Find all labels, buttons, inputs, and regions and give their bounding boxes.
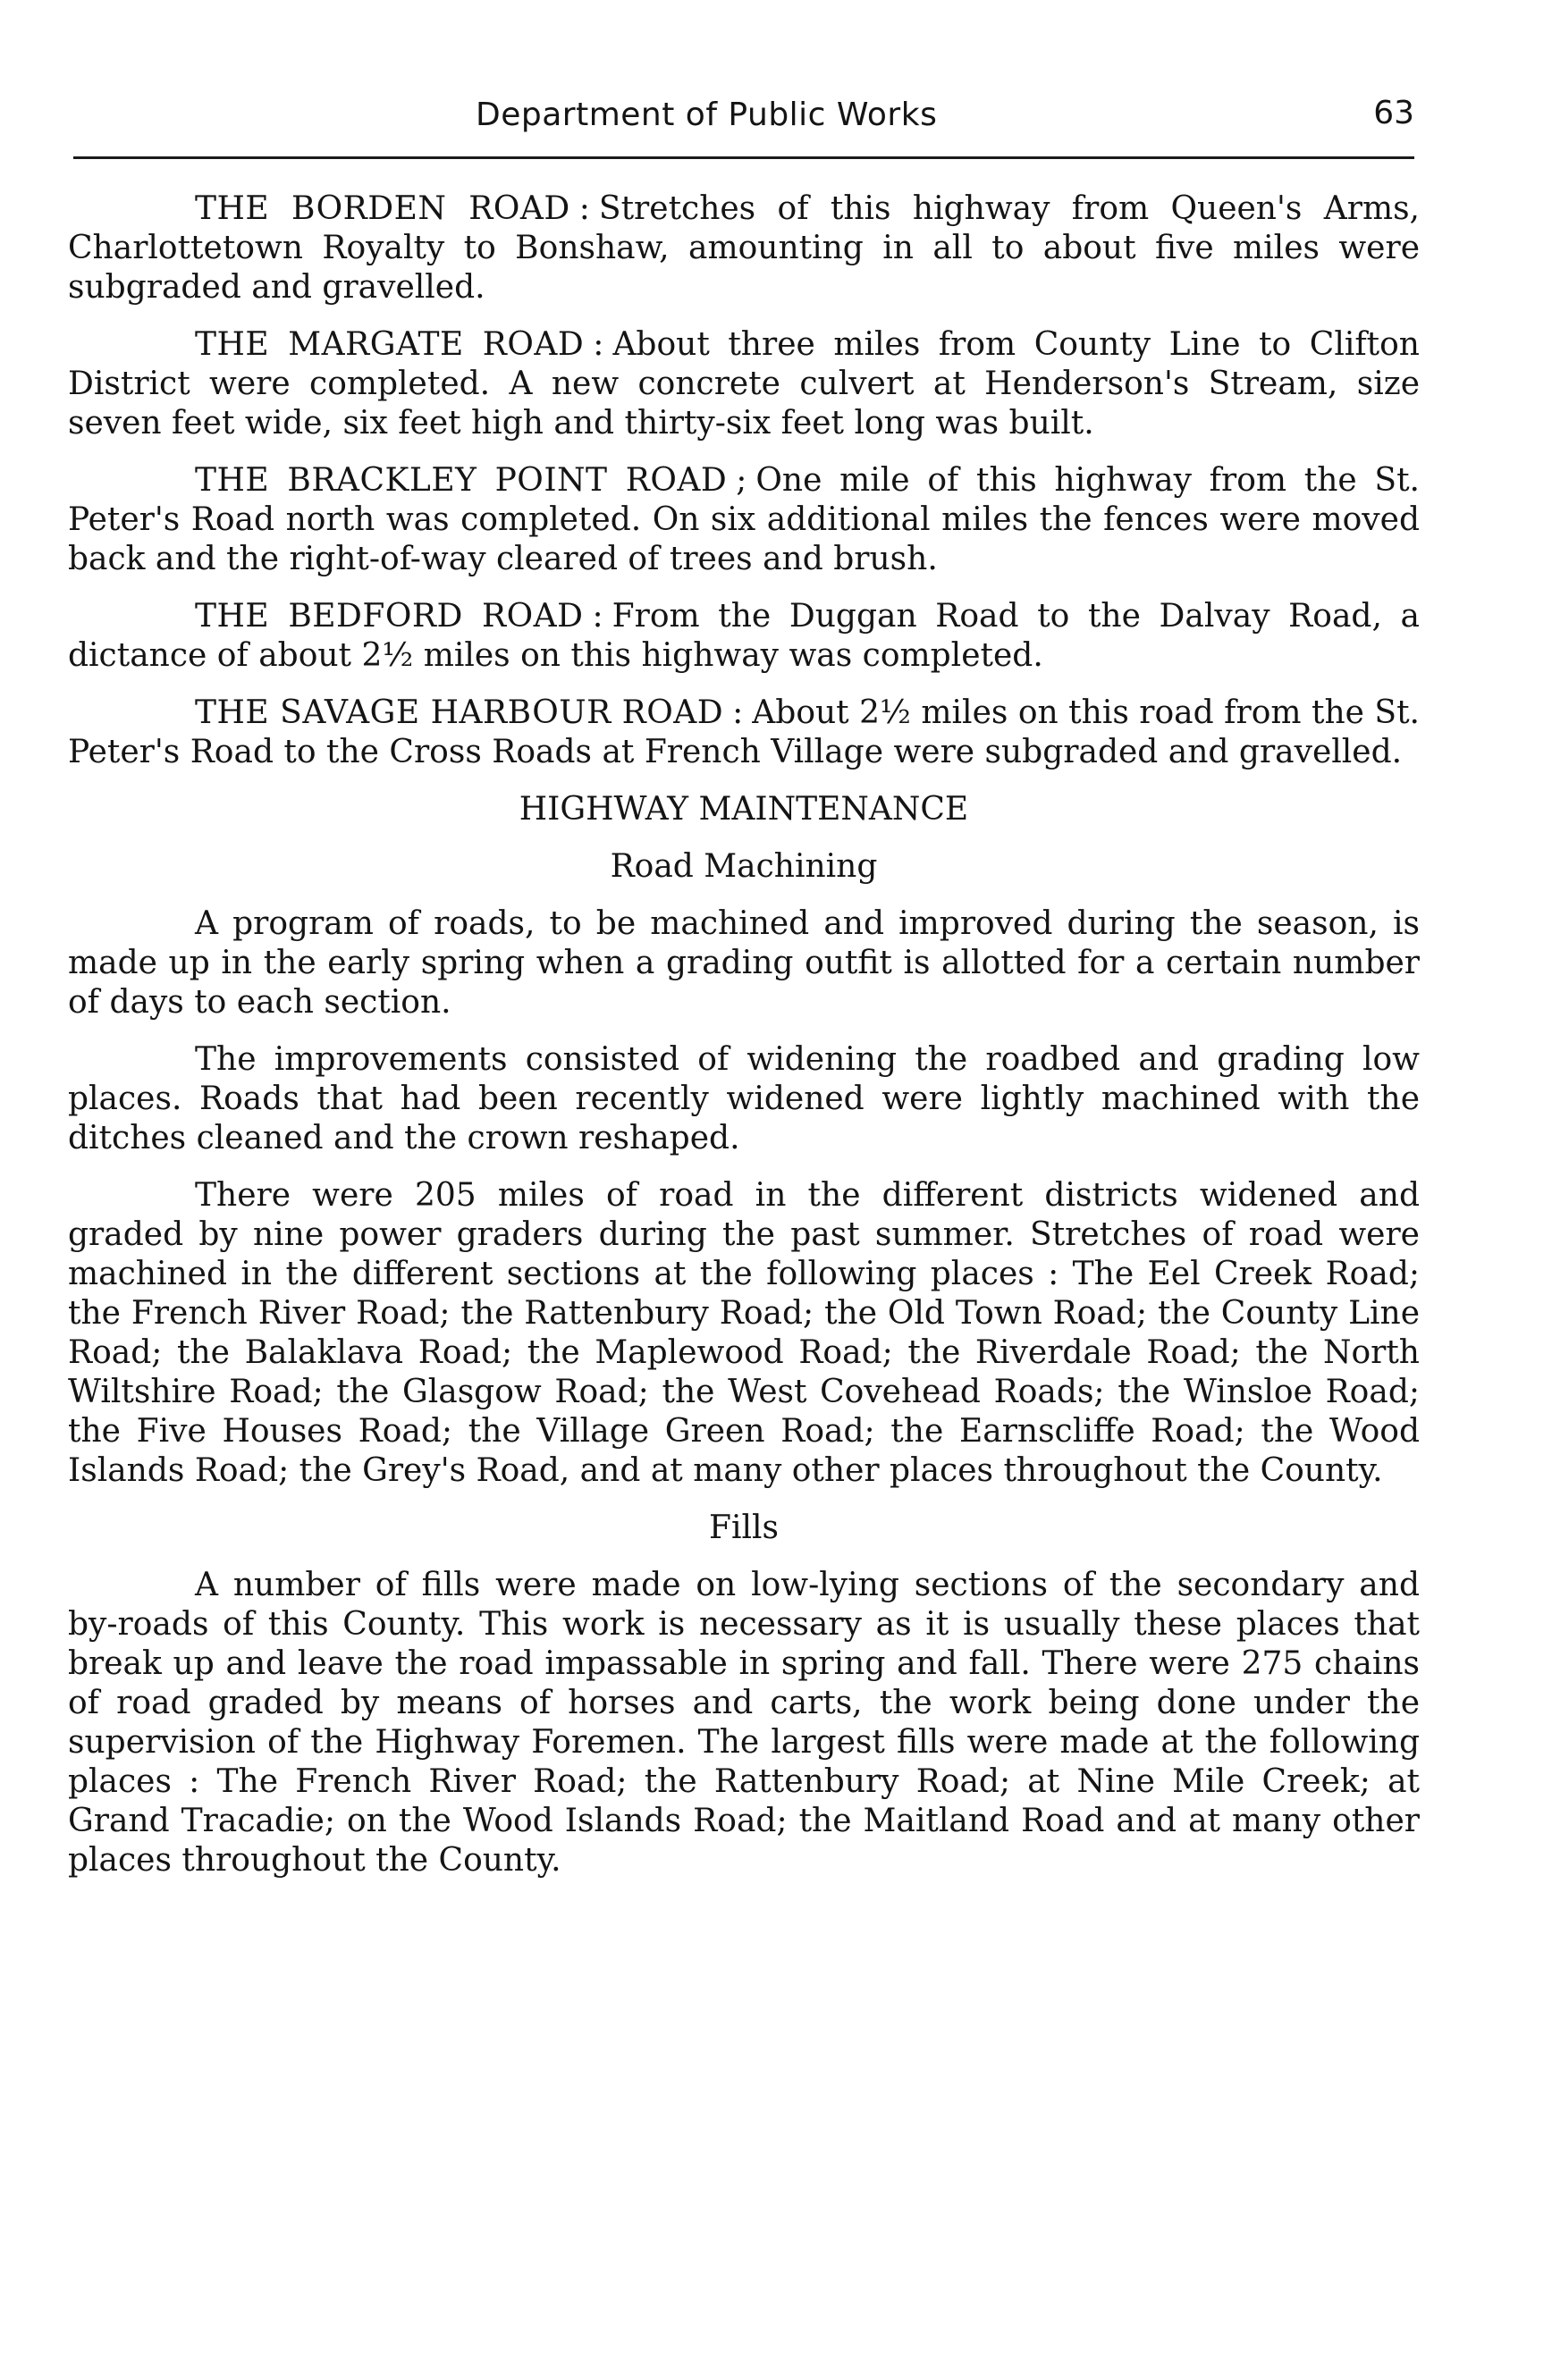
subheading-fills: Fills [709, 1510, 779, 1546]
road-description: About three miles from County Line to Clifton District were completed. A new concrete culvert at Henderson's Stream, size seven feet wide, six feet high and thirty-six feet long was built. [68, 326, 1420, 442]
subheading-road-machining: Road Machining [610, 848, 878, 885]
road-description: Stretches of this highway from Queen's Arms, Charlottetown Royalty to Bonshaw, amounting in all to about five miles were subgraded and gravelled. [68, 190, 1420, 306]
machining-paragraph-program: A program of roads, to be machined and improved during the season, is made up in the early spring when a grading outfit is allotted for a certain number of days to each section. [68, 905, 1420, 1021]
page-body [68, 189, 1420, 1898]
road-description: About 2½ miles on this road from the St. Peter's Road to the Cross Roads at French Village were subgraded and gravelled. [68, 694, 1420, 770]
road-name: THE MARGATE ROAD [195, 326, 585, 363]
road-paragraph-brackley-point [68, 461, 1420, 579]
road-paragraph-borden [68, 189, 1420, 307]
road-paragraph-bedford [68, 597, 1420, 676]
road-name: THE BRACKLEY POINT ROAD [195, 462, 728, 499]
road-paragraph-margate [68, 325, 1420, 443]
road-paragraph-savage-harbour [68, 694, 1420, 772]
road-separator: : [578, 190, 590, 227]
header-rule [73, 156, 1414, 159]
road-name: THE BEDFORD ROAD [195, 598, 584, 635]
road-name: THE BORDEN ROAD [195, 190, 570, 227]
page-header [73, 89, 1414, 148]
road-separator: : [592, 598, 603, 635]
road-separator: ; [736, 462, 747, 499]
section-heading-highway-maintenance: HIGHWAY MAINTENANCE [519, 791, 969, 828]
road-description: One mile of this highway from the St. Peter's Road north was completed. On six additional miles the fences were moved back and the right-of-way cleared of trees and brush. [68, 462, 1420, 577]
machining-paragraph-improvements: The improvements consisted of widening the roadbed and grading low places. Roads that had been recently widened were lightly machined with the ditches cleaned and the crown reshaped. [68, 1041, 1420, 1156]
road-separator: : [593, 326, 604, 363]
running-header-title: Department of Public Works [476, 97, 938, 133]
page-number: 63 [1373, 95, 1414, 131]
road-name: THE SAVAGE HARBOUR ROAD [195, 694, 724, 731]
road-separator: : [732, 694, 744, 731]
fills-paragraph: A number of fills were made on low-lying sections of the secondary and by-roads of this County. This work is necessary as it is usually these places that break up and leave the road impassable in spring and fall. There were 275 chains of road graded by means of horses and carts, the work being done under the supervision of the Highway Foremen. The largest fills were made at the following places : The French River Road; the Rattenbury Road; at Nine Mile Creek; at Grand Tracadie; on the Wood Islands Road; the Maitland Road and at many other places throughout the County. [68, 1567, 1420, 1879]
road-description: From the Duggan Road to the Dalvay Road, a dictance of about 2½ miles on this highway was completed. [68, 598, 1420, 674]
machining-paragraph-places: There were 205 miles of road in the different districts widened and graded by nine power graders during the past summer. Stretches of road were machined in the different sections at the following places : The Eel Creek Road; the French River Road; the Rattenbury Road; the Old Town Road; the County Line Road; the Balaklava Road; the Maplewood Road; the Riverdale Road; the North Wiltshire Road; the Glasgow Road; the West Covehead Roads; the Winsloe Road; the Five Houses Road; the Village Green Road; the Earnscliffe Road; the Wood Islands Road; the Grey's Road, and at many other places throughout the County. [68, 1177, 1420, 1489]
